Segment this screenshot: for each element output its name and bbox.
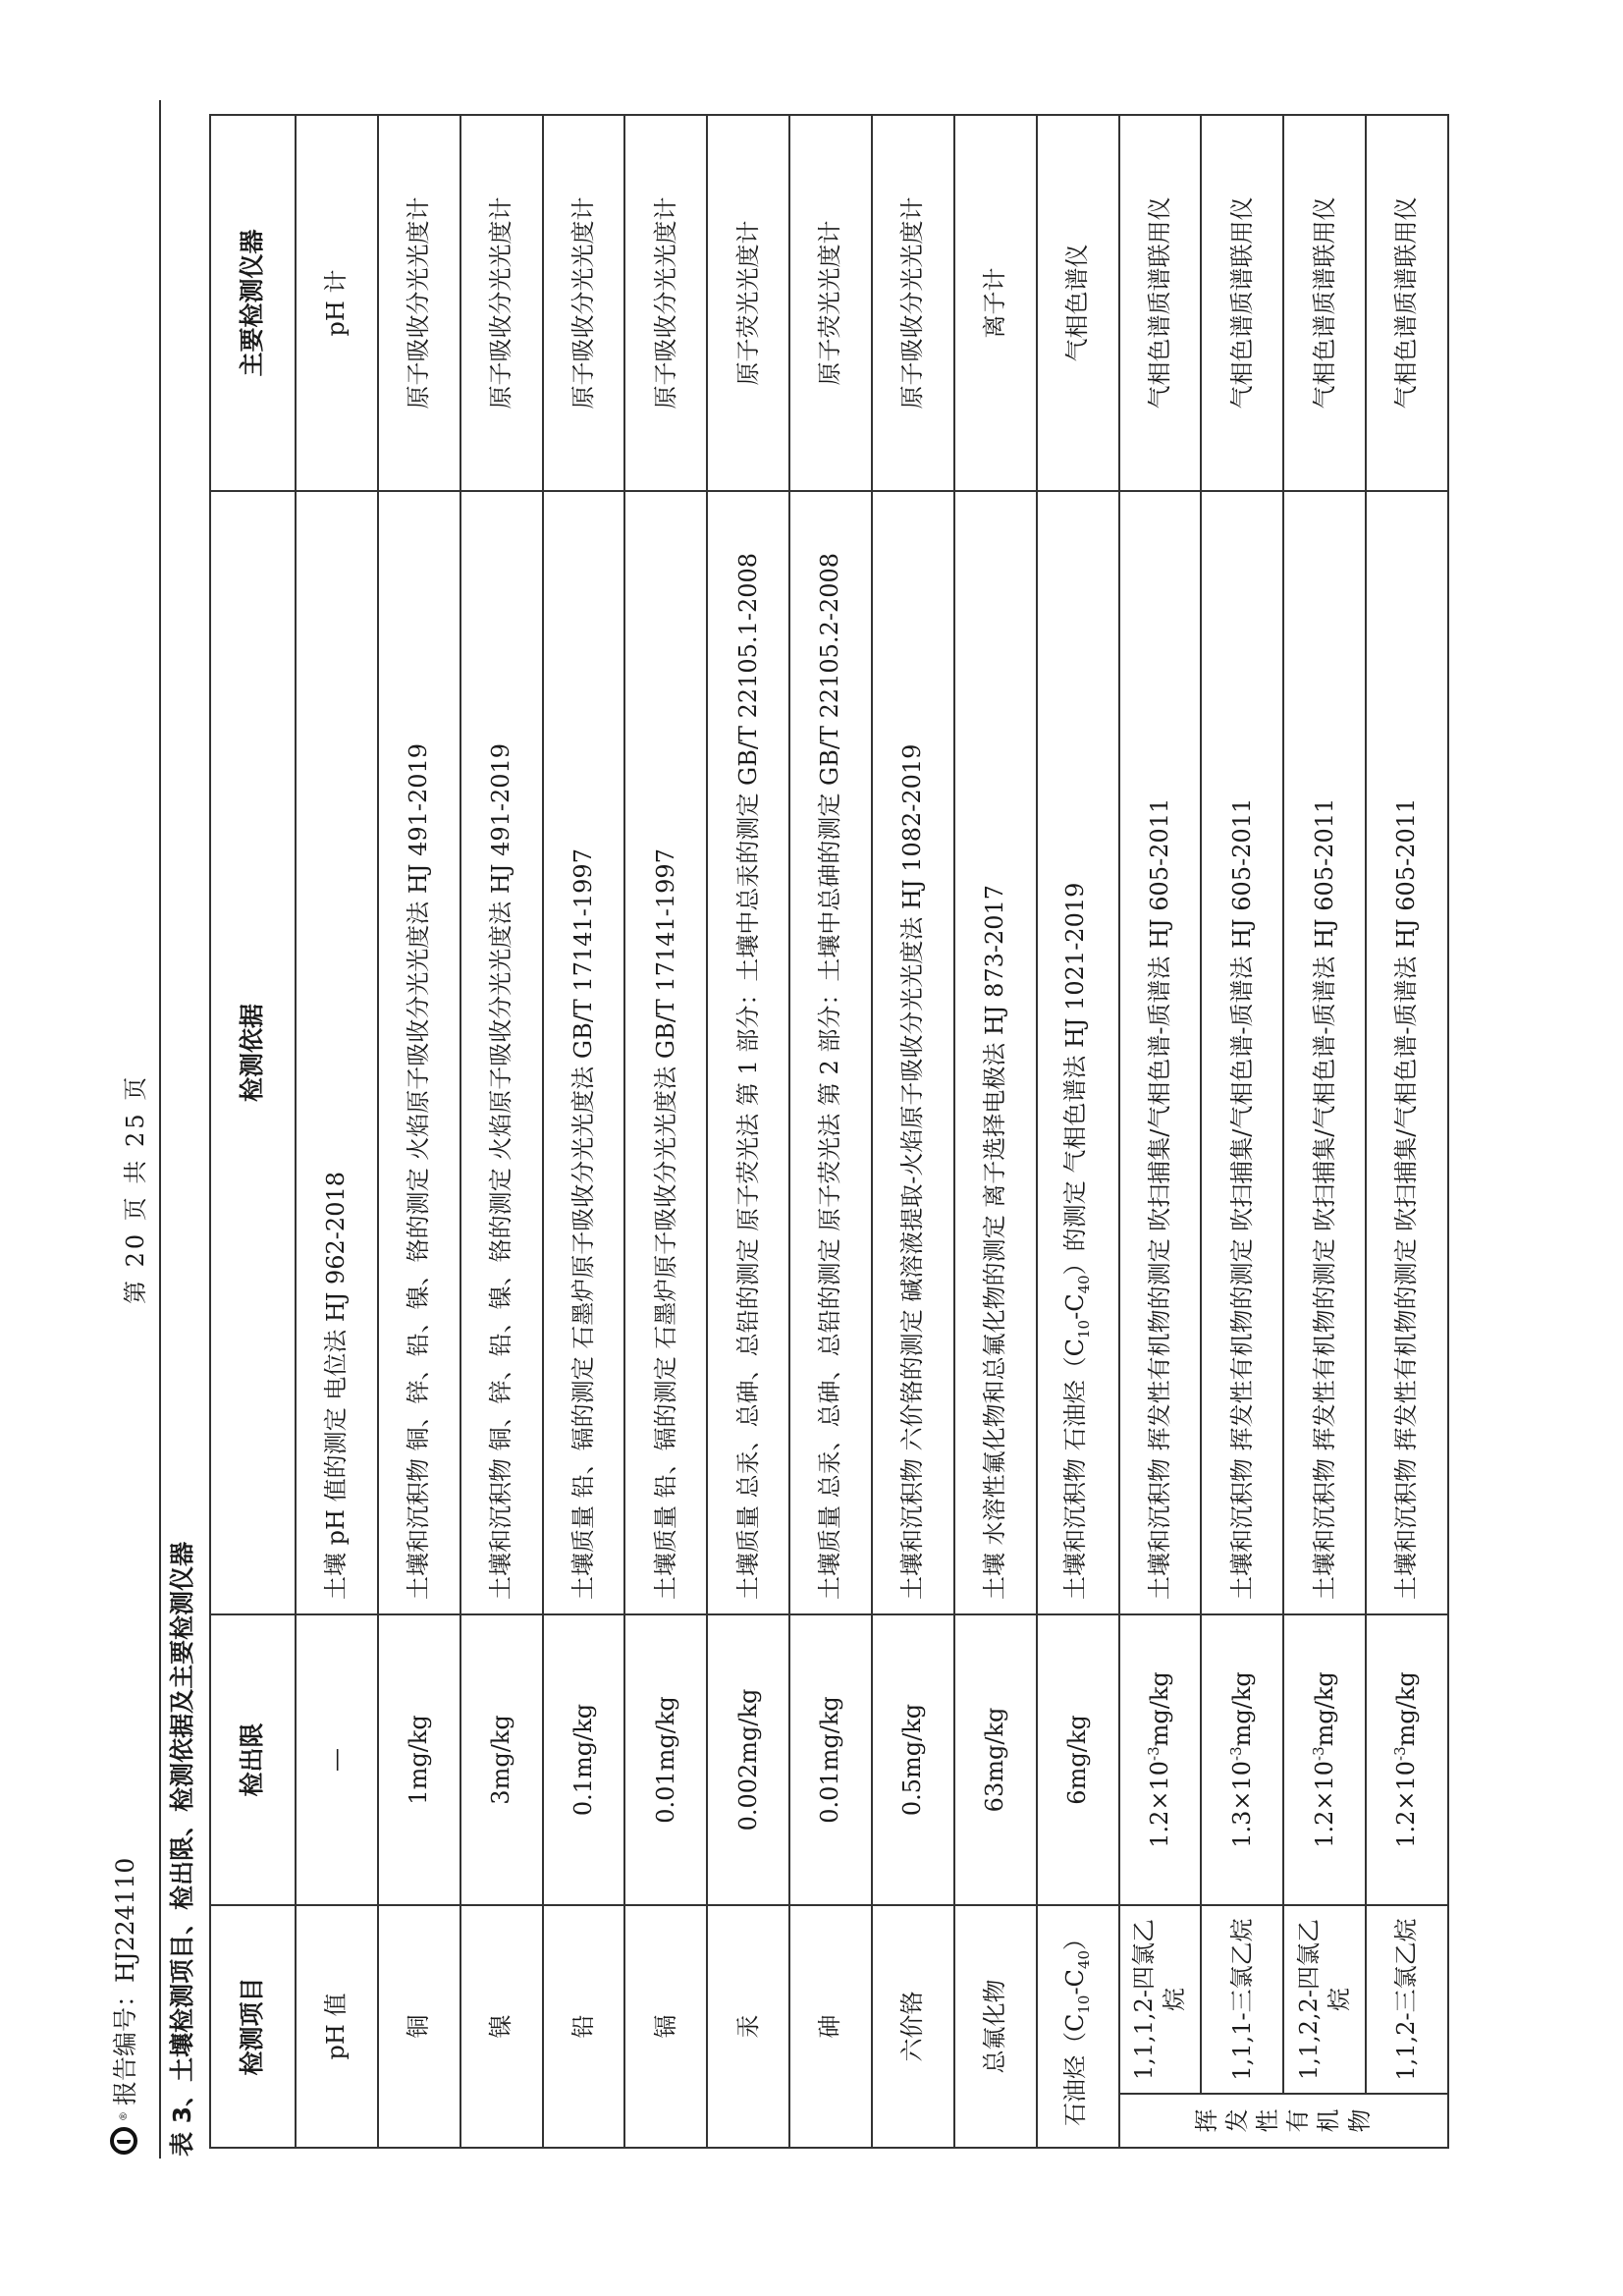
table-row bbox=[460, 115, 543, 2148]
cell-item: 镍 bbox=[460, 1905, 543, 2148]
col-header-instrument: 主要检测仪器 bbox=[210, 115, 296, 491]
table-row bbox=[1366, 115, 1448, 2148]
cell-limit: 0.01mg/kg bbox=[789, 1614, 872, 1905]
cell-limit: 63mg/kg bbox=[954, 1614, 1037, 1905]
cell-limit: 6mg/kg bbox=[1037, 1614, 1119, 1905]
cell-limit: 0.1mg/kg bbox=[543, 1614, 625, 1905]
page-number: 第 20 页 共 25 页 bbox=[122, 1073, 149, 1304]
cell-instrument: 原子荧光光度计 bbox=[707, 115, 789, 491]
cell-basis: 土壤质量 铅、镉的测定 石墨炉原子吸收分光光度法 GB/T 17141-1997 bbox=[624, 491, 707, 1614]
table-row bbox=[378, 115, 460, 2148]
cell-basis: 土壤和沉积物 铜、锌、铅、镍、铬的测定 火焰原子吸收分光光度法 HJ 491-2019 bbox=[460, 491, 543, 1614]
cell-item: 汞 bbox=[707, 1905, 789, 2148]
cell-item: 1,1,1-三氯乙烷 bbox=[1201, 1905, 1283, 2094]
cell-basis: 土壤质量 总汞、总砷、总铅的测定 原子荧光法 第 1 部分：土壤中总汞的测定 GB/T 22105.1-2008 bbox=[707, 491, 789, 1614]
cell-instrument: 气相色谱质谱联用仪 bbox=[1119, 115, 1202, 491]
company-logo-icon bbox=[110, 2127, 137, 2155]
table-row bbox=[954, 115, 1037, 2148]
cell-instrument: 气相色谱质谱联用仪 bbox=[1201, 115, 1283, 491]
group-label-cell: 挥发性有机物 bbox=[1119, 2094, 1448, 2148]
cell-item: 1,1,1,2-四氯乙烷 bbox=[1119, 1905, 1202, 2094]
cell-basis: 土壤和沉积物 铜、锌、铅、镍、铬的测定 火焰原子吸收分光光度法 HJ 491-2019 bbox=[378, 491, 460, 1614]
cell-instrument: 原子吸收分光光度计 bbox=[872, 115, 954, 491]
cell-instrument: 原子吸收分光光度计 bbox=[543, 115, 625, 491]
table-row bbox=[1283, 115, 1366, 2148]
cell-basis: 土壤质量 铅、镉的测定 石墨炉原子吸收分光光度法 GB/T 17141-1997 bbox=[543, 491, 625, 1614]
cell-basis: 土壤 pH 值的测定 电位法 HJ 962-2018 bbox=[296, 491, 378, 1614]
cell-instrument: 气相色谱质谱联用仪 bbox=[1283, 115, 1366, 491]
cell-item: 铜 bbox=[378, 1905, 460, 2148]
cell-limit: 0.5mg/kg bbox=[872, 1614, 954, 1905]
table-row bbox=[1037, 115, 1119, 2148]
cell-basis: 土壤和沉积物 挥发性有机物的测定 吹扫捕集/气相色谱-质谱法 HJ 605-2011 bbox=[1283, 491, 1366, 1614]
report-header: ® 报告编号：HJ224110 bbox=[106, 1858, 141, 2155]
cell-instrument: 离子计 bbox=[954, 115, 1037, 491]
cell-instrument: 原子荧光光度计 bbox=[789, 115, 872, 491]
cell-item: pH 值 bbox=[296, 1905, 378, 2148]
table-row bbox=[624, 115, 707, 2148]
table-row bbox=[296, 115, 378, 2148]
col-header-item: 检测项目 bbox=[210, 1905, 296, 2148]
cell-instrument: 原子吸收分光光度计 bbox=[378, 115, 460, 491]
cell-basis: 土壤和沉积物 挥发性有机物的测定 吹扫捕集/气相色谱-质谱法 HJ 605-2011 bbox=[1201, 491, 1283, 1614]
table-row bbox=[1201, 115, 1283, 2148]
cell-limit: $1.2\times 10^{-3}mg/kg$ bbox=[1119, 1614, 1202, 1905]
cell-basis: 土壤和沉积物 挥发性有机物的测定 吹扫捕集/气相色谱-质谱法 HJ 605-2011 bbox=[1366, 491, 1448, 1614]
cell-instrument: 原子吸收分光光度计 bbox=[624, 115, 707, 491]
table-row bbox=[872, 115, 954, 2148]
cell-item: 总氟化物 bbox=[954, 1905, 1037, 2148]
cell-item: 砷 bbox=[789, 1905, 872, 2148]
table-header-row bbox=[210, 115, 296, 2148]
cell-basis: 土壤 水溶性氟化物和总氟化物的测定 离子选择电极法 HJ 873-2017 bbox=[954, 491, 1037, 1614]
cell-item: 石油烃$(C_{10}-C_{40})$ bbox=[1037, 1905, 1119, 2148]
cell-item: 六价铬 bbox=[872, 1905, 954, 2148]
cell-limit: — bbox=[296, 1614, 378, 1905]
cell-limit: $1.2\times 10^{-3}mg/kg$ bbox=[1283, 1614, 1366, 1905]
cell-basis: 土壤和沉积物 六价铬的测定 碱溶液提取-火焰原子吸收分光光度法 HJ 1082-2019 bbox=[872, 491, 954, 1614]
cell-item: 铅 bbox=[543, 1905, 625, 2148]
col-header-basis: 检测依据 bbox=[210, 491, 296, 1614]
cell-limit: 3mg/kg bbox=[460, 1614, 543, 1905]
table-row bbox=[789, 115, 872, 2148]
col-header-limit: 检出限 bbox=[210, 1614, 296, 1905]
detection-table bbox=[209, 114, 1449, 2149]
cell-instrument: 原子吸收分光光度计 bbox=[460, 115, 543, 491]
cell-limit: $1.2\times 10^{-3}mg/kg$ bbox=[1366, 1614, 1448, 1905]
cell-instrument: 气相色谱仪 bbox=[1037, 115, 1119, 491]
cell-limit: 1mg/kg bbox=[378, 1614, 460, 1905]
cell-item: 1,1,2-三氯乙烷 bbox=[1366, 1905, 1448, 2094]
header-divider bbox=[159, 100, 161, 2159]
cell-basis: 土壤质量 总汞、总砷、总铅的测定 原子荧光法 第 2 部分：土壤中总砷的测定 GB/T 22105.2-2008 bbox=[789, 491, 872, 1614]
cell-item: 1,1,2,2-四氯乙烷 bbox=[1283, 1905, 1366, 2094]
table-row bbox=[1119, 115, 1202, 2148]
cell-limit: 0.01mg/kg bbox=[624, 1614, 707, 1905]
cell-limit: $1.3\times 10^{-3}mg/kg$ bbox=[1201, 1614, 1283, 1905]
table-title: 表 3、土壤检测项目、检出限、检测依据及主要检测仪器 bbox=[168, 1541, 196, 2157]
cell-basis: 土壤和沉积物 石油烃$(C_{10}-C_{40})$的测定 气相色谱法 HJ 1021-2019 bbox=[1037, 491, 1119, 1614]
cell-item: 镉 bbox=[624, 1905, 707, 2148]
cell-instrument: pH 计 bbox=[296, 115, 378, 491]
cell-basis: 土壤和沉积物 挥发性有机物的测定 吹扫捕集/气相色谱-质谱法 HJ 605-2011 bbox=[1119, 491, 1202, 1614]
cell-instrument: 气相色谱质谱联用仪 bbox=[1366, 115, 1448, 491]
table-row bbox=[707, 115, 789, 2148]
table-row bbox=[543, 115, 625, 2148]
cell-limit: 0.002mg/kg bbox=[707, 1614, 789, 1905]
report-number: 报告编号：HJ224110 bbox=[111, 1857, 139, 2105]
